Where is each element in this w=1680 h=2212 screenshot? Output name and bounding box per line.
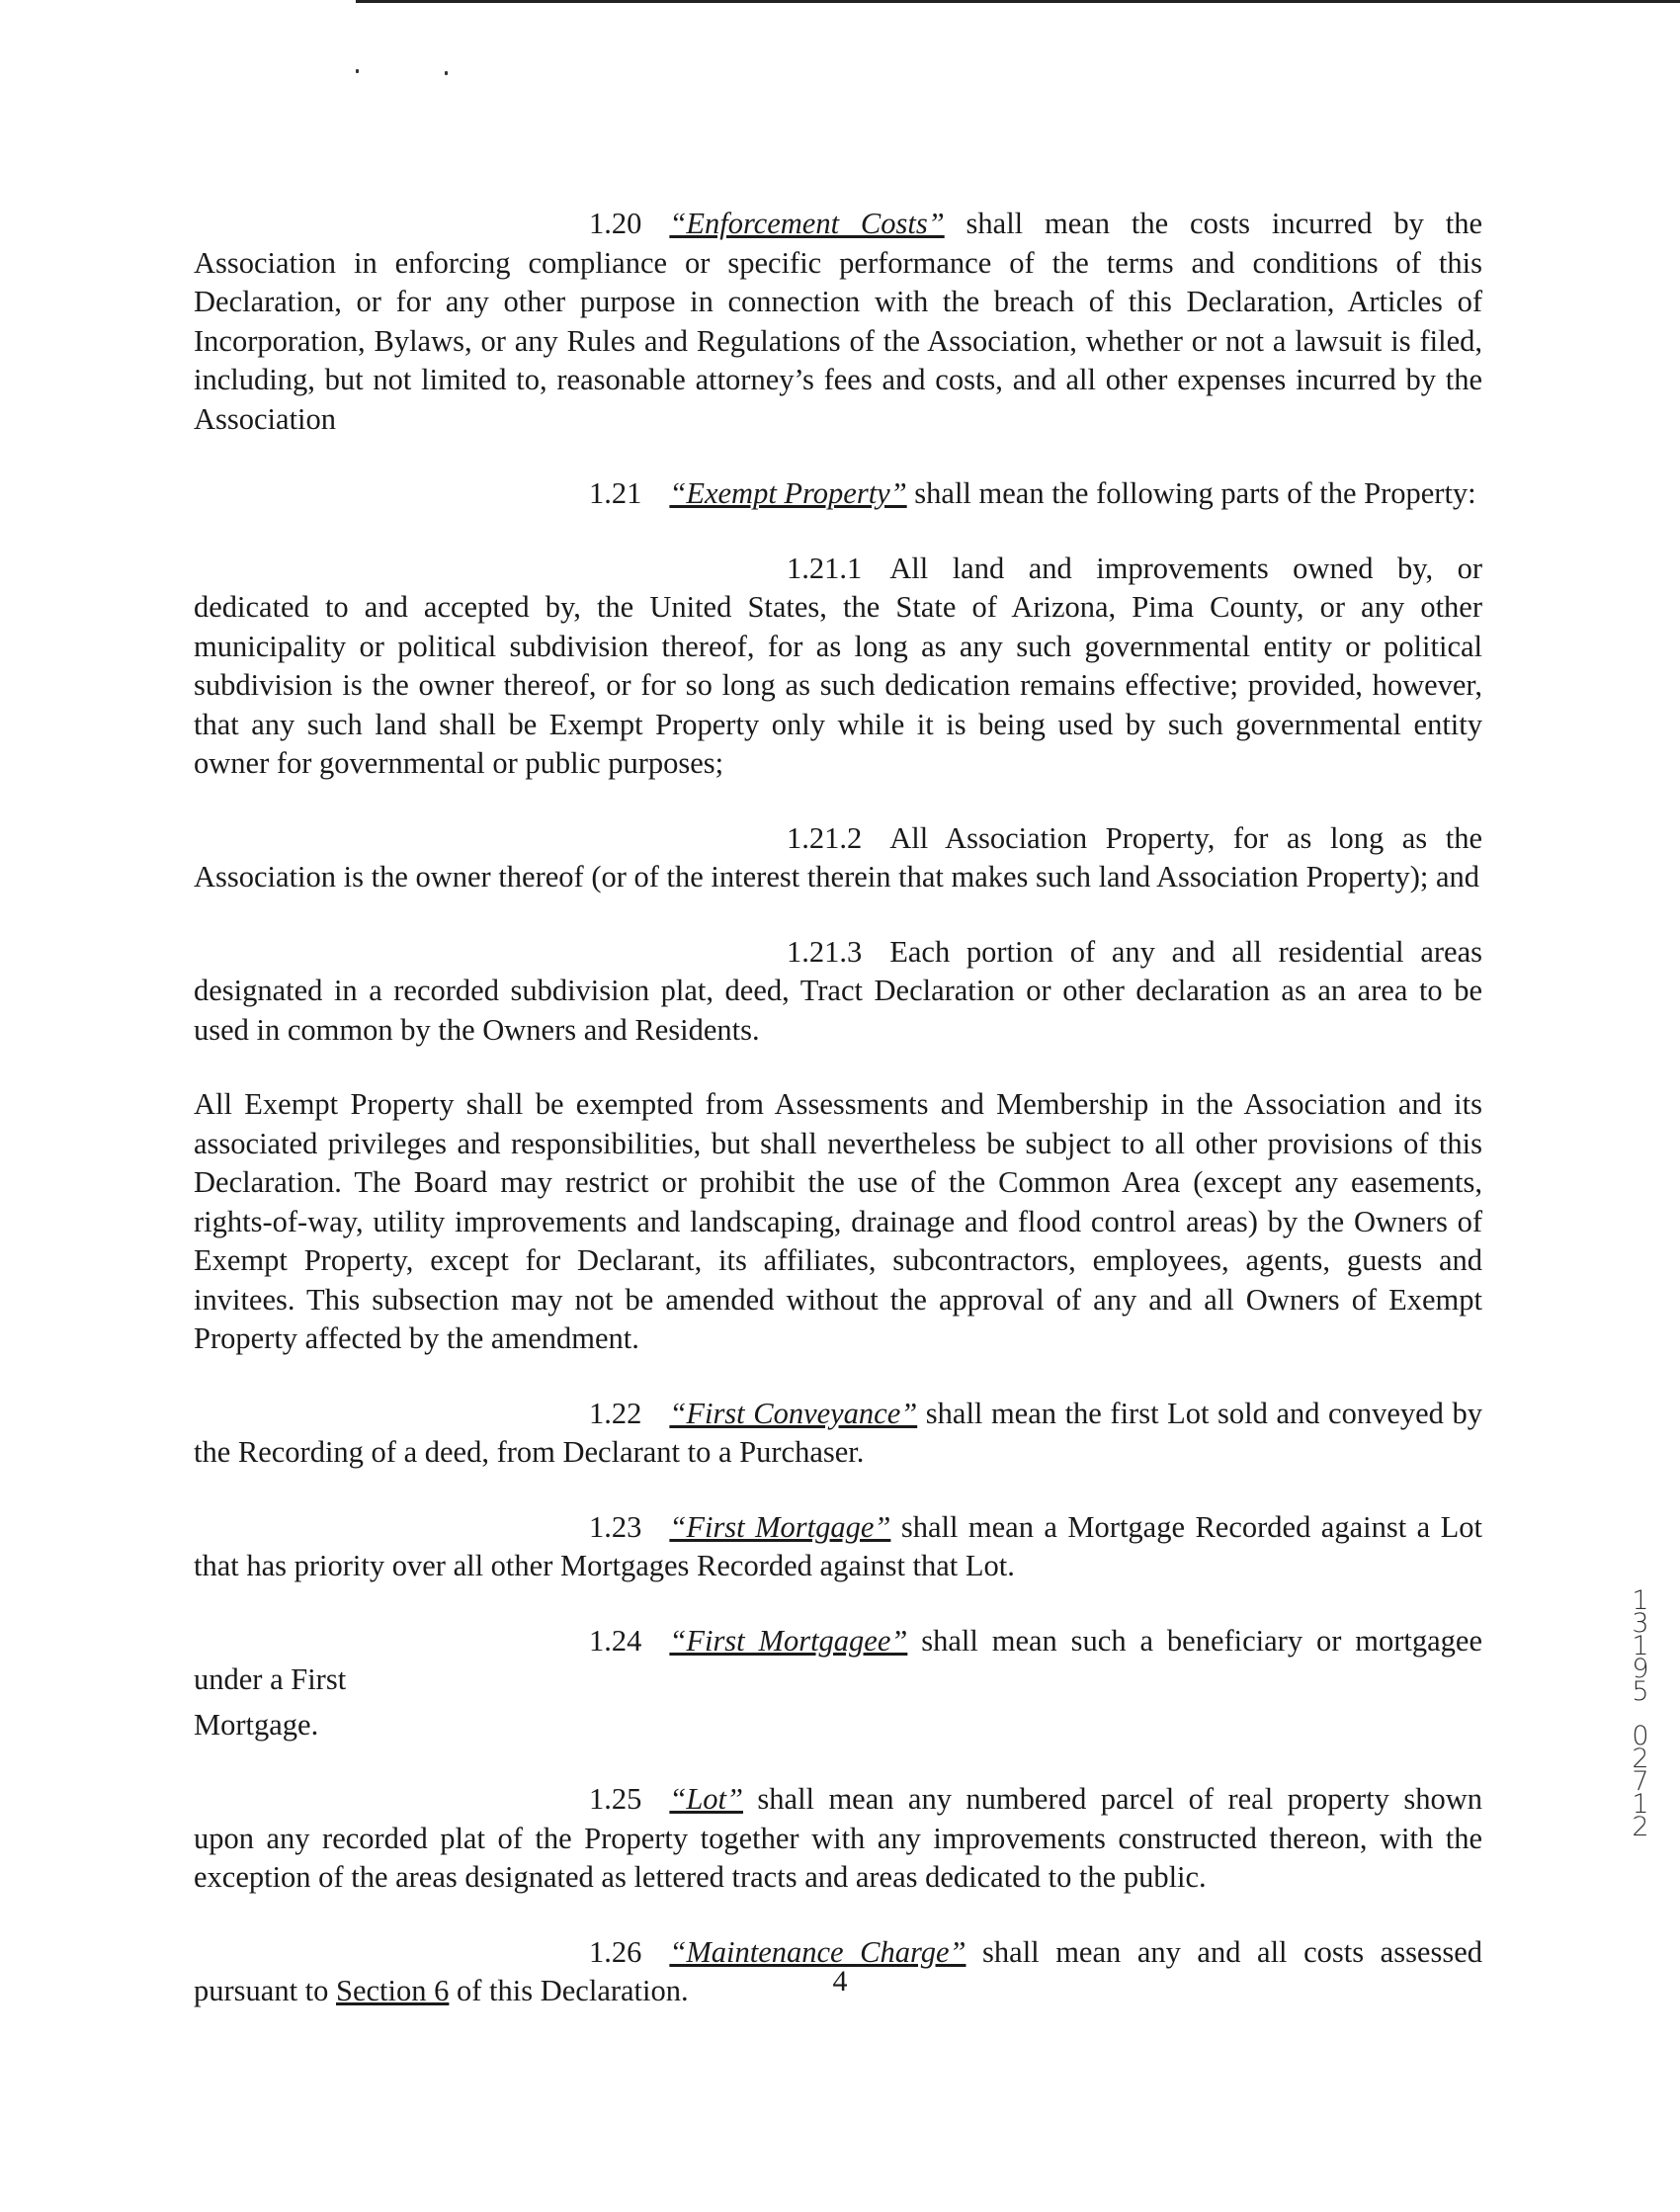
document-page (194, 205, 1482, 2011)
section-number: 1.24 (589, 1623, 642, 1658)
paragraph-1-21-1 (194, 550, 1482, 784)
continuation-text: Mortgage. (194, 1707, 319, 1742)
stamp-digit: 3 (1632, 1608, 1649, 1639)
section-number: 1.20 (589, 207, 642, 240)
defined-term: “Maintenance Charge” (669, 1934, 966, 1969)
defined-term: “Enforcement Costs” (669, 207, 945, 240)
defined-term: “Lot” (669, 1782, 743, 1816)
section-number: 1.25 (589, 1782, 642, 1816)
stamp-digit: 1 (1632, 1789, 1649, 1820)
stamp-group-1 (1621, 1585, 1660, 1707)
section-number: 1.21 (589, 476, 642, 510)
section-number: 1.21.2 (787, 820, 863, 855)
paragraph-1-20 (194, 205, 1482, 439)
paragraph-text: Each portion of any and all residential areas designated in a recorded subdivision plat, deed, Tract Declaration or other declaration as an area to be used in common by the Owners and Residents. (194, 934, 1482, 1047)
defined-term: “First Mortgagee” (669, 1623, 908, 1658)
paragraph-exempt-property-note (194, 1085, 1482, 1359)
stamp-group-2 (1621, 1721, 1660, 1842)
definition-text: shall mean the following parts of the Property: (906, 476, 1476, 510)
paragraph-1-22 (194, 1395, 1482, 1473)
paragraph-1-21-3 (194, 933, 1482, 1051)
definition-text: shall mean the costs incurred by the Association in enforcing compliance or specific performance of the terms and conditions of this Declaration, or for any other purpose in connection with the breach of this Declaration, Articles of Incorporation, Bylaws, or any Rules and Regulations of the Association, whether or not a lawsuit is filed, including, but not limited to, reasonable attorney’s fees and costs, and all other expenses incurred by the Association (194, 207, 1482, 436)
paragraph-1-21 (194, 474, 1482, 514)
defined-term: “Exempt Property” (669, 476, 907, 510)
stamp-digit: 2 (1632, 1744, 1649, 1774)
paragraph-1-23 (194, 1508, 1482, 1586)
section-number: 1.22 (589, 1396, 642, 1430)
section-number: 1.26 (589, 1934, 642, 1969)
definition-text: shall mean such a beneficiary or mortgagee under a First (194, 1623, 1482, 1696)
paragraph-1-24 (194, 1622, 1482, 1700)
definition-tail: of this Declaration. (449, 1974, 689, 2007)
section-number: 1.21.3 (787, 934, 863, 969)
defined-term: “First Mortgage” (669, 1509, 891, 1544)
page-number: 4 (832, 1965, 848, 1998)
definition-text: shall mean the first Lot sold and conveyed by the Recording of a deed, from Declarant to a Purchaser. (194, 1396, 1482, 1469)
paragraph-1-21-2 (194, 819, 1482, 897)
recording-number-stamp (1621, 1585, 1660, 1860)
definition-text: shall mean a Mortgage Recorded against a Lot that has priority over all other Mortgages Recorded against that Lot. (194, 1509, 1482, 1582)
stamp-digit: 9 (1632, 1654, 1649, 1684)
defined-term: “First Conveyance” (669, 1396, 918, 1430)
stamp-digit: 1 (1632, 1585, 1649, 1616)
paragraph-text: All Exempt Property shall be exempted from Assessments and Membership in the Association and its associated privileges and responsibilities, but shall nevertheless be subject to all other provisions of this Declaration. The Board may restrict or prohibit the use of the Common Area (except any easements, rights-of-way, utility improvements and landscaping, drainage and flood control areas) by the Owners of Exempt Property, except for Declarant, its affiliates, subcontractors, employees, agents, guests and invitees. This subsection may not be amended without the approval of any and all Owners of Exempt Property affected by the amendment. (194, 1087, 1482, 1355)
definition-text: shall mean any numbered parcel of real property shown upon any recorded plat of the Property together with any improvements constructed thereon, with the exception of the areas designated as lettered tracts and areas dedicated to the public. (194, 1782, 1482, 1894)
paragraph-text: All land and improvements owned by, or dedicated to and accepted by, the United States, the State of Arizona, Pima County, or any other municipality or political subdivision thereof, for as long as any such governmental entity or political subdivision is the owner thereof, or for so long as such dedication remains effective; provided, however, that any such land shall be Exempt Property only while it is being used by such governmental entity owner for governmental or public purposes; (194, 551, 1482, 780)
stamp-digit: 5 (1632, 1676, 1649, 1707)
stamp-digit: 2 (1632, 1812, 1649, 1842)
paragraph-1-24-continuation (194, 1706, 1482, 1745)
section-number: 1.21.1 (787, 551, 863, 585)
scan-speck (445, 71, 448, 75)
stamp-digit: 0 (1632, 1721, 1649, 1751)
paragraph-text: All Association Property, for as long as the Association is the owner thereof (or of the interest therein that makes such land Association Property); and (194, 820, 1482, 893)
paragraph-1-25 (194, 1780, 1482, 1898)
section-number: 1.23 (589, 1509, 642, 1544)
top-border-line (356, 0, 1680, 3)
scan-speck (356, 69, 359, 73)
section-reference: Section 6 (336, 1974, 450, 2007)
stamp-digit: 7 (1632, 1766, 1649, 1797)
definition-text: shall mean any and all costs assessed pursuant to (194, 1934, 1482, 2007)
stamp-digit: 1 (1632, 1631, 1649, 1661)
